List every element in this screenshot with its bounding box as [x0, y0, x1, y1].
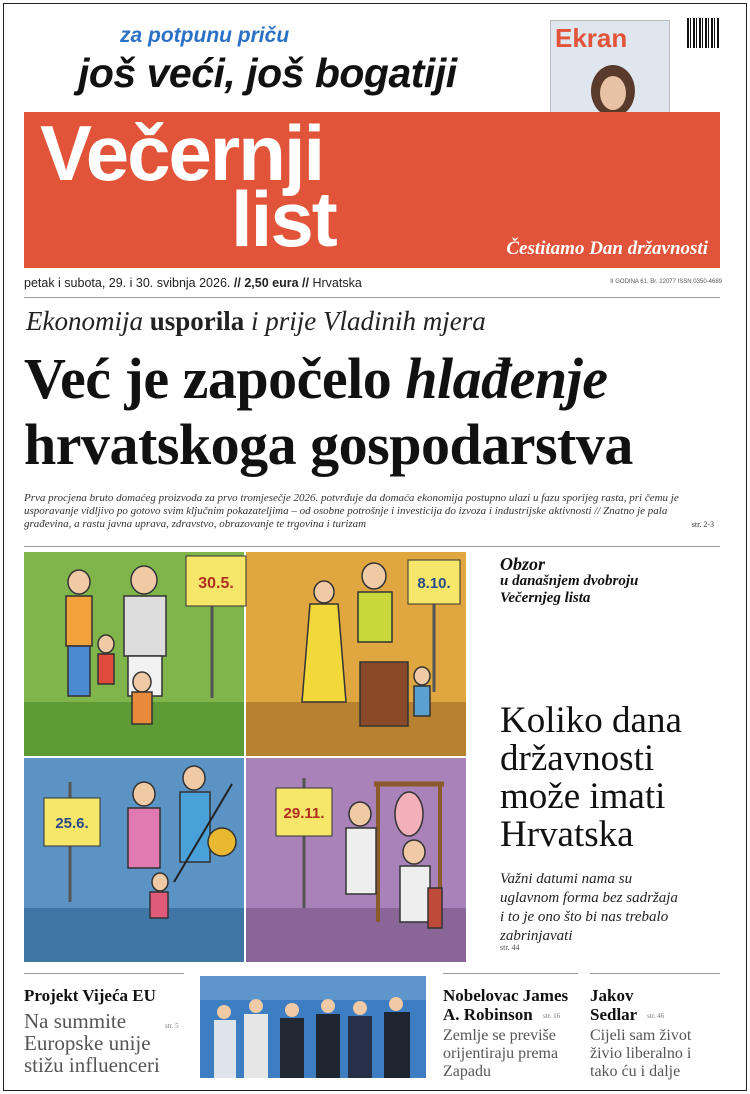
- kicker-pre: Ekonomija: [26, 306, 143, 336]
- ekran-title: Ekran: [555, 23, 628, 53]
- lead-text: Prva procjena bruto domaćeg proizvoda za prvo tromjesečje 2026. potvrđuje da domaća ekonomija postupno ulazi u fazu sporijeg rasta, pri čemu je usporavanje vidljivo po gotovo svim ključnim pokazateljima – od osobne potrošnje i investicija do izvoza i industrijske aktivnosti // Znatno je pala građevina, a rastu javna uprava, zdravstvo, obrazovanje te trgovina i turizam: [24, 492, 679, 530]
- obzor-line-2: u današnjem dvobroju: [500, 573, 639, 589]
- eu-summit-photo[interactable]: [200, 976, 426, 1078]
- obzor-box[interactable]: [500, 556, 710, 607]
- story1-head-text: Projekt Vijeća EU: [24, 986, 156, 1005]
- dan-drzavnosti-illustration[interactable]: [24, 552, 466, 962]
- lead-page-ref: str. 2-3: [691, 520, 714, 529]
- date-sign-4: 29.11.: [283, 805, 325, 822]
- kicker-post: i prije Vladinih mjera: [251, 306, 486, 336]
- headline-italic: hlađenje: [405, 346, 608, 411]
- logo-line-1: Večernji: [40, 109, 324, 197]
- masthead-greeting: Čestitamo Dan državnosti: [506, 238, 708, 259]
- headline-pre: Već je započelo: [24, 346, 392, 411]
- story3-head-line-2: Sedlar: [590, 1005, 637, 1024]
- issue-info: II GODINA 61. Br. 22077 ISSN 0350-4689: [610, 279, 722, 285]
- promo-kicker[interactable]: za potpunu priču: [120, 24, 290, 47]
- story1-text[interactable]: Na summite Europske unije stižu influenceri: [24, 1009, 160, 1077]
- dateline-sep-2: //: [302, 276, 309, 290]
- date-sign-2: 8.10.: [417, 575, 451, 592]
- issue-price: 2,50 eura: [244, 276, 299, 290]
- date-sign-3: 25.6.: [55, 815, 89, 832]
- main-story-kicker[interactable]: [26, 306, 486, 337]
- story3-text[interactable]: Cijeli sam život živio liberalno i tako ću i dalje: [590, 1027, 692, 1080]
- feature-page-ref: str. 44: [500, 943, 520, 952]
- story3-head[interactable]: [590, 986, 720, 1026]
- dateline-sep-1: //: [233, 276, 241, 290]
- issue-region: Hrvatska: [312, 276, 362, 290]
- divider: [443, 973, 578, 974]
- kicker-bold: usporila: [149, 306, 245, 336]
- issue-date: petak i subota, 29. i 30. svibnja 2026.: [24, 276, 231, 290]
- obzor-line-3: Večernjeg lista: [500, 590, 591, 606]
- main-story-lead: [24, 492, 714, 531]
- barcode: [687, 18, 719, 48]
- divider: [590, 973, 720, 974]
- logo-line-2: list: [231, 175, 336, 263]
- obzor-title: Obzor: [500, 554, 546, 574]
- story2-head-line-2: A. Robinson: [443, 1005, 533, 1024]
- story3-head-line-1: Jakov: [590, 986, 634, 1005]
- story2-head-line-1: Nobelovac James: [443, 986, 569, 1005]
- divider: [24, 973, 184, 974]
- story3-page-ref: str. 46: [647, 1011, 665, 1020]
- headline-line-2: hrvatskoga gospodarstva: [24, 412, 633, 477]
- feature-headline[interactable]: Koliko dana državnosti može imati Hrvatska: [500, 700, 682, 855]
- story2-head[interactable]: [443, 986, 593, 1026]
- divider: [24, 546, 720, 547]
- date-sign-1: 30.5.: [198, 575, 234, 592]
- story1-head[interactable]: [24, 986, 156, 1005]
- divider: [24, 297, 720, 298]
- masthead: [24, 109, 720, 268]
- newspaper-logo[interactable]: [40, 109, 336, 263]
- story1-page-ref: str. 5: [165, 1022, 179, 1030]
- dateline: [24, 276, 362, 290]
- story2-page-ref: str. 16: [543, 1011, 561, 1020]
- feature-subtitle: Važni datumi nama su uglavnom forma bez sadržaja i to je ono što bi nas trebalo zabrinjavati: [500, 871, 678, 944]
- story2-text[interactable]: Zemlje se previše orijentiraju prema Zapadu: [443, 1027, 559, 1080]
- main-headline[interactable]: [24, 346, 724, 478]
- promo-title[interactable]: još veći, još bogatiji: [78, 50, 457, 96]
